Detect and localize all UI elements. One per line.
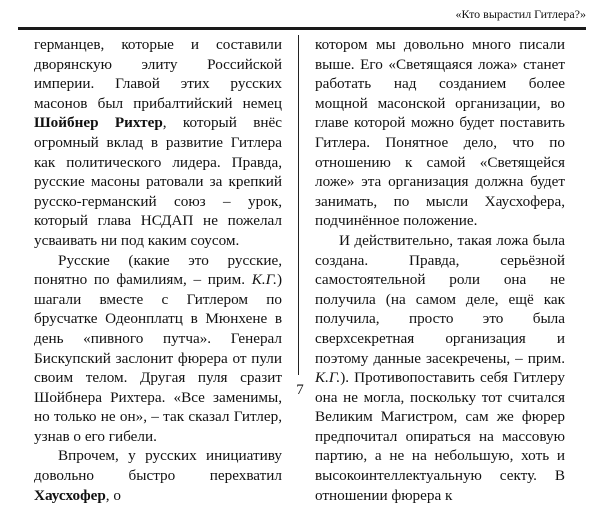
left-column <box>34 35 282 505</box>
text-segment: Русские (какие это русские, понятно по фамилиям, – прим. <box>34 251 282 289</box>
author-initials: К.Г. <box>315 369 341 387</box>
paragraph-1 <box>34 35 282 251</box>
text-segment: Впрочем, у русских инициативу довольно быстро перехватил <box>34 447 282 485</box>
name-shoibner-richter: Шойбнер Рихтер <box>34 114 163 132</box>
text-segment: , о <box>105 486 121 504</box>
column-divider <box>298 35 299 375</box>
page-number: 7 <box>296 382 304 398</box>
text-segment: , который внёс огромный вклад в развитие Гитлера как политического лидера. Правда, русские масоны ратовали за крепкий русско-германский союз – урок, который глава НСДАП не пожелал усваивать ни под каким соусом. <box>34 114 282 249</box>
name-haushofer: Хаусхофер <box>34 486 106 504</box>
paragraph-4 <box>315 231 565 505</box>
paragraph-continued: котором мы довольно много писали выше. Его «Светящаяся ложа» станет работать над созданием более мощной масонской организации, во главе которой можно будет поставить Гитлера. Понятное дело, что по отношению к самой «Светящейся ложе» эта организация должна будет занимать, по мысли Хаусхофера, подчинённое положение. <box>315 36 565 230</box>
right-column <box>315 35 565 505</box>
paragraph-2 <box>34 251 282 447</box>
running-header: «Кто вырастил Гитлера?» <box>455 7 586 21</box>
author-initials: К.Г. <box>251 271 277 289</box>
header-rule <box>18 27 586 30</box>
text-segment: германцев, которые и составили дворянскую элиту Российской империи. Главой этих русских масонов был прибалтийский немец <box>34 36 282 112</box>
text-segment: ) шагали вместе с Гитлером по брусчатке Одеонплатц в Мюнхене в день «пивного путча». Генерал Бискупский заслонит фюрера от пули своим телом. Другая пуля сразит Шойбнера Рихтера. «Все заменимы, но только не он», – так сказал Гитлер, узнав о его гибели. <box>34 271 282 445</box>
text-segment: ). Противопоставить себя Гитлеру она не могла, поскольку тот считался Великим Магистром, сам же фюрер предпочитал опираться на массовую партию, а не на небольшую, хоть и высокоинтеллектуальную секту. В отношении фюрера к <box>315 369 565 504</box>
text-segment: И действительно, такая ложа была создана. Правда, серьёзной самостоятельной роли она не получила (на самом деле, ещё как получила, просто это была сверхсекретная организация и поэтому данные засекречены, – прим. <box>315 231 565 367</box>
paragraph-3 <box>34 446 282 505</box>
